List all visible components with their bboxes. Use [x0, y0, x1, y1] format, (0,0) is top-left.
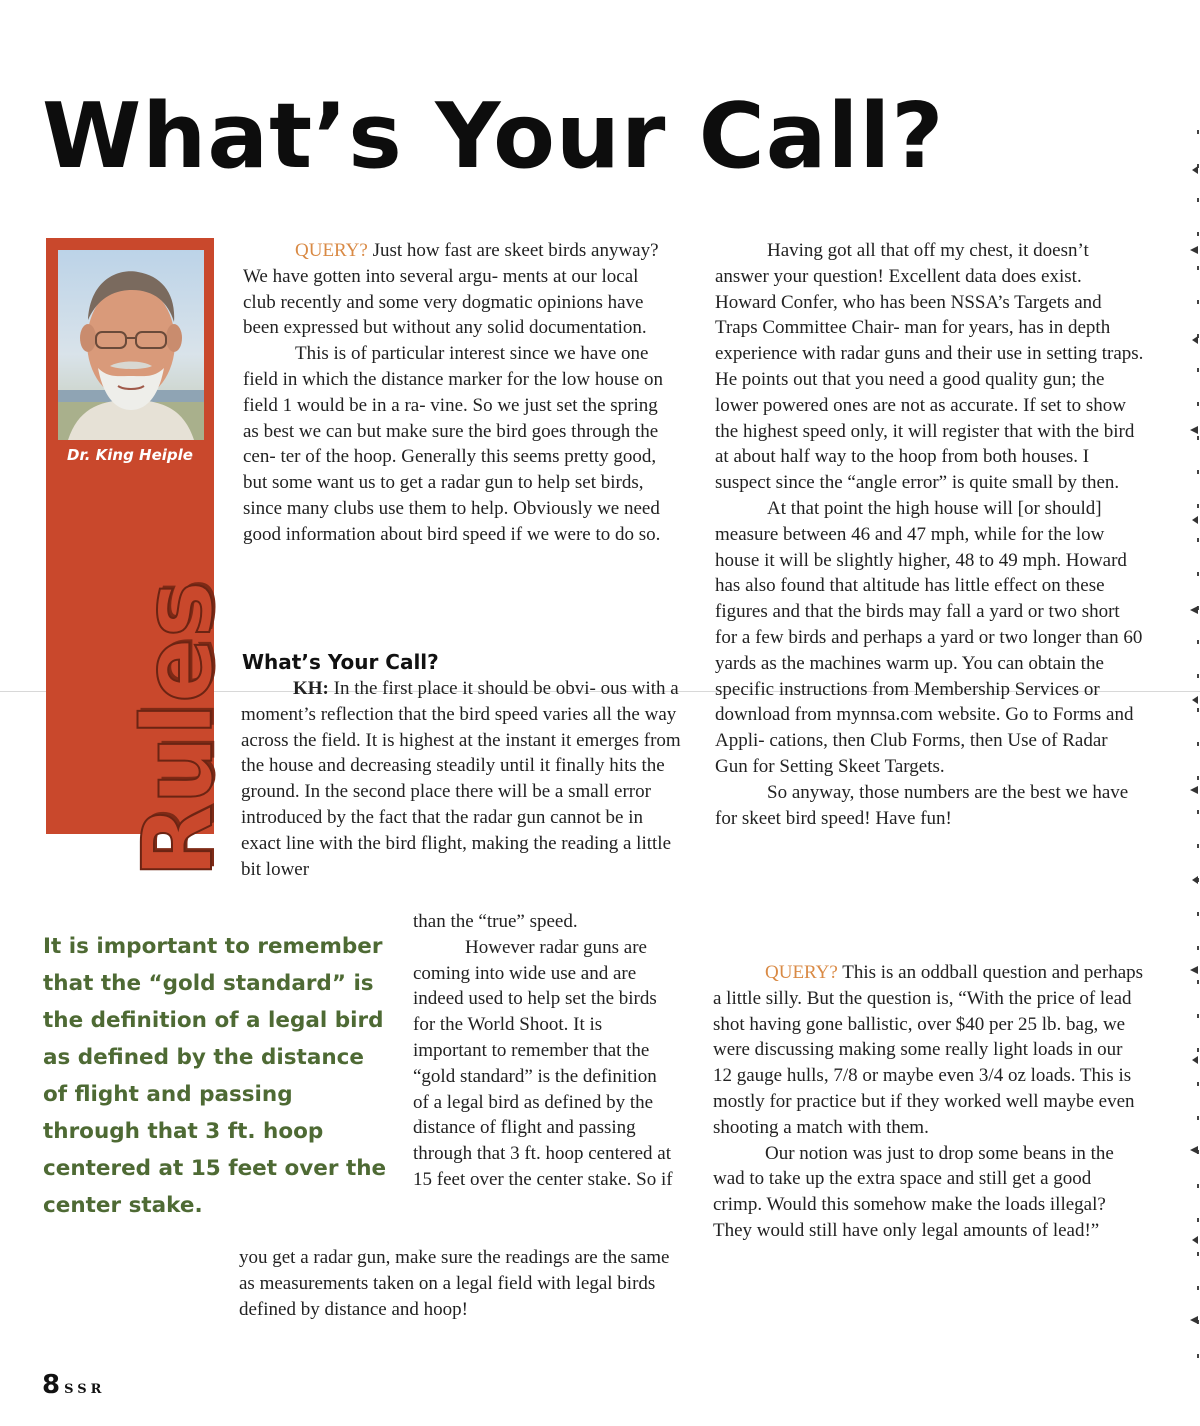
query-one-text: Just how fast are skeet birds anyway? We have gotten into several argu- ments at our local club recently and some very dogmatic opinions have been expressed but without any solid documentation.: [243, 240, 659, 339]
answer-one-continuation: than the “true” speed.: [413, 911, 578, 932]
article-title: What’s Your Call?: [42, 84, 945, 189]
answer-one-paragraph-2: However radar guns are coming into wide use and are indeed used to help set the birds for the World Shoot. It is important to remember that the “gold standard” is the definition of a legal bird as defined by the distance of flight and passing through that 3 ft. hoop centered at 15 feet over the center stake. So if: [413, 936, 673, 1190]
page-number: 8: [42, 1370, 61, 1400]
answer-two-paragraph-1: Having got all that off my chest, it doesn’t answer your question! Excellent data does exist. Howard Confer, who has been NSSA’s Targets and Traps Committee Chair- man for years, has in depth experience with radar guns and their use in setting traps. He points out that you need a good quality gun; the lower powered ones are not as accurate. If set to show the highest speed only, it will register that with the bird at about half way to the hoop from both houses. I suspect since the “angle error” is quite small by then.: [715, 240, 1144, 494]
answer-one-paragraph-2-end: you get a radar gun, make sure the readings are the same as measurements taken on a legal field with legal birds defined by distance and hoop!: [239, 1247, 670, 1320]
page-binding-edge: [1178, 130, 1200, 1360]
answer-one-column: [241, 676, 681, 882]
query-two-text: This is an oddball question and perhaps a little silly. But the question is, “With the price of lead shot having gone ballistic, over $40 per 25 lb. bag, we were discussing making some really light loads in our 12 gauge hulls, 7/8 or maybe even 3/4 oz loads. This is mostly for practice but if they worked well maybe even shooting a match with them.: [713, 962, 1144, 1138]
query-two-paragraph-2: Our notion was just to drop some beans in the wad to take up the extra space and still get a good crimp. Would this somehow make the loads illegal? They would still have only legal amounts of lead!”: [713, 1142, 1114, 1241]
magazine-name: SSR: [64, 1382, 106, 1397]
query-two-label: QUERY?: [765, 962, 838, 983]
answer-two-paragraph-3: So anyway, those numbers are the best we have for skeet bird speed! Have fun!: [715, 781, 1129, 829]
section-subhead: What’s Your Call?: [242, 650, 439, 674]
author-name: Dr. King Heiple: [67, 446, 193, 464]
query-two-column: [713, 960, 1145, 1244]
answer-two-paragraph-2: At that point the high house will [or should] measure between 46 and 47 mph, while for the low house it will be slightly higher, 48 to 49 mph. Howard has also found that altitude has little effect on these figures and that the birds may fall a yard or two short for a few birds and perhaps a yard or two longer than 60 yards as the machines warm up. You can obtain the specific instructions from Membership Services or download from mynnsa.com website. Go to Forms and Appli- cations, then Club Forms, then Use of Radar Gun for Setting Skeet Targets.: [715, 497, 1143, 777]
query-one-paragraph-2: This is of particular interest since we have one field in which the distance marker for the low house on field 1 would be in a ra- vine. So we just set the spring as best we can but make sure the bird goes through the cen- ter of the hoop. Generally this seems pretty good, but some want us to get a radar gun to help set birds, since many clubs use them to help. Obviously we need good information about bird speed if we were to do so.: [243, 343, 663, 545]
query-label: QUERY?: [295, 240, 368, 261]
answer-label: KH:: [293, 678, 329, 699]
page-footer: [42, 1370, 105, 1400]
rules-vertical-label: Rules: [122, 580, 234, 878]
answer-one-inset-column: [413, 909, 675, 1193]
answer-one-tail-column: [239, 1245, 679, 1322]
pull-quote: It is important to remember that the “gold standard” is the definition of a legal bird as defined by the distance of flight and passing through that 3 ft. hoop centered at 15 feet over the center stake.: [43, 934, 387, 1218]
author-portrait: [58, 250, 204, 440]
answer-two-column: [715, 238, 1145, 831]
query-one-column: [243, 238, 675, 548]
author-sidebar: [46, 238, 234, 878]
answer-one-text: In the first place it should be obvi- ous with a moment’s reflection that the bird speed varies all the way across the field. It is highest at the instant it emerges from the house and decreasing steadily until it finally hits the ground. In the second place there will be a small error introduced by the fact that the radar gun cannot be in exact line with the bird flight, making the reading a little bit lower: [241, 678, 681, 880]
